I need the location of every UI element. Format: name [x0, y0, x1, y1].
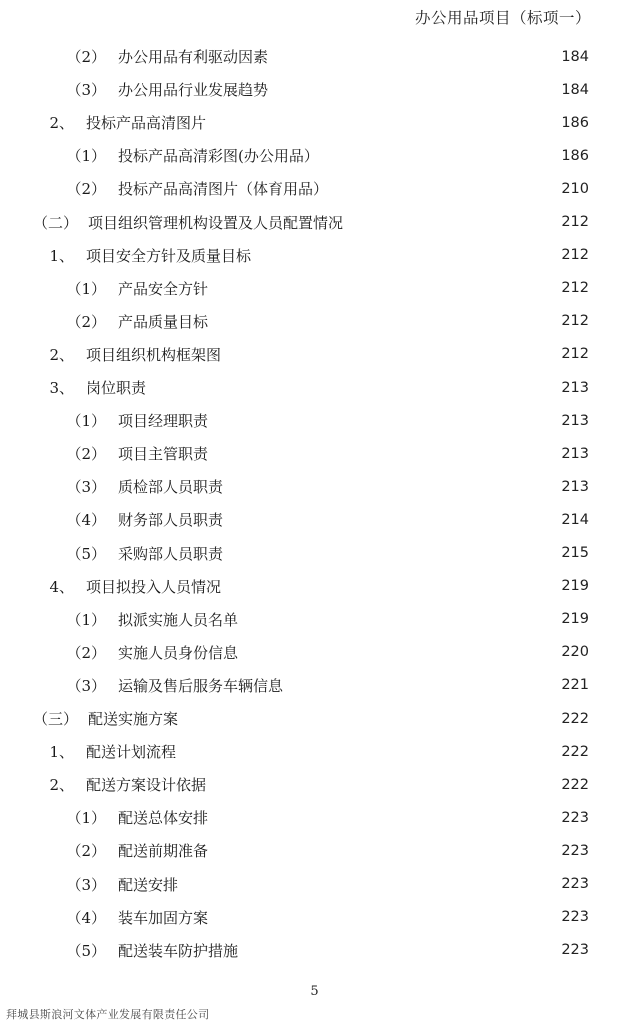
- toc-entry-number: 3、: [49, 379, 74, 397]
- toc-entry-title: 项目拟投入人员情况: [86, 577, 222, 596]
- toc-entry-page: 212: [561, 280, 589, 297]
- toc-entry-number: 2、: [49, 776, 74, 795]
- toc-entry-title: 装车加固方案: [118, 908, 209, 927]
- toc-entry[interactable]: [0, 669, 629, 702]
- toc-entry-number: （5）: [66, 941, 106, 960]
- toc-entry[interactable]: [0, 702, 629, 735]
- toc-entry-title: 配送方案设计依据: [86, 776, 207, 795]
- dot-leader: [210, 845, 552, 857]
- toc-entry-title: 采购部人员职责: [118, 544, 224, 563]
- dot-leader: [330, 183, 552, 195]
- toc-entry-number: 2、: [49, 114, 74, 133]
- toc-entry-title: 投标产品高清彩图(办公用品）: [118, 147, 319, 166]
- toc-entry-title: 财务部人员职责: [118, 511, 224, 530]
- toc-entry-page: 215: [561, 545, 589, 561]
- toc-entry[interactable]: [0, 570, 629, 603]
- toc-entry[interactable]: [0, 40, 629, 73]
- toc-entry-title: 实施人员身份信息: [118, 643, 239, 662]
- toc-entry-page: 212: [561, 247, 589, 264]
- toc-entry-page: 186: [561, 114, 589, 131]
- toc-entry-number: （5）: [66, 544, 106, 563]
- dot-leader: [210, 282, 552, 294]
- toc-entry-title: 投标产品高清图片（体育用品）: [118, 180, 329, 199]
- toc-entry-title: 投标产品高清图片: [86, 114, 207, 133]
- toc-entry-title: 配送前期准备: [118, 842, 209, 861]
- toc-entry-page: 222: [561, 710, 589, 727]
- toc-entry-title: 产品安全方针: [118, 279, 209, 298]
- dot-leader: [223, 348, 552, 360]
- toc-entry-number: （二）: [32, 213, 78, 232]
- toc-entry-title: 配送安排: [118, 875, 179, 894]
- toc-entry[interactable]: [0, 868, 629, 901]
- toc-entry-page: 184: [561, 81, 589, 98]
- toc-entry-number: （2）: [66, 445, 106, 464]
- toc-entry-number: （3）: [66, 875, 106, 894]
- toc-entry[interactable]: [0, 206, 629, 239]
- toc-entry[interactable]: [0, 537, 629, 570]
- dot-leader: [210, 415, 552, 427]
- toc-entry-number: （1）: [66, 147, 106, 166]
- footer-company: 拜城县斯浪河文体产业发展有限责任公司: [6, 1008, 210, 1021]
- toc-entry-title: 项目组织机构框架图: [86, 345, 222, 364]
- dot-leader: [321, 150, 552, 162]
- toc-entry-title: 拟派实施人员名单: [118, 610, 239, 629]
- dot-leader: [178, 746, 552, 758]
- dot-leader: [240, 646, 552, 658]
- toc-entry-page: 213: [561, 478, 589, 495]
- page-header: 办公用品项目（标项一）: [414, 9, 591, 27]
- toc-entry[interactable]: [0, 404, 629, 437]
- toc-entry-title: 岗位职责: [86, 379, 147, 397]
- toc-entry-title: 办公用品有利驱动因素: [118, 48, 269, 66]
- page-number: 5: [310, 984, 319, 999]
- toc-entry-number: （3）: [66, 478, 106, 497]
- dot-leader: [345, 216, 552, 228]
- toc-entry-number: （4）: [66, 908, 106, 927]
- toc-entry-page: 223: [561, 876, 589, 892]
- dot-leader: [225, 481, 552, 493]
- toc-entry-title: 质检部人员职责: [118, 478, 224, 497]
- toc-entry-page: 214: [561, 511, 589, 528]
- toc-entry-page: 223: [561, 809, 589, 826]
- toc-entry[interactable]: [0, 834, 629, 867]
- toc-entry-number: （2）: [66, 312, 106, 331]
- dot-leader: [180, 878, 552, 890]
- dot-leader: [208, 117, 552, 129]
- toc-entry-page: 184: [561, 48, 589, 65]
- toc-entry[interactable]: [0, 901, 629, 934]
- toc-entry-page: 210: [561, 180, 589, 197]
- toc-entry-title: 办公用品行业发展趋势: [118, 81, 269, 100]
- dot-leader: [270, 51, 552, 63]
- toc-entry[interactable]: [0, 437, 629, 470]
- toc-entry[interactable]: [0, 470, 629, 503]
- toc-entry-number: 1、: [49, 246, 74, 265]
- dot-leader: [148, 382, 552, 394]
- toc-entry[interactable]: [0, 272, 629, 305]
- dot-leader: [240, 944, 552, 956]
- toc-entry-page: 219: [561, 611, 589, 628]
- dot-leader: [223, 580, 552, 592]
- toc-entry[interactable]: [0, 636, 629, 669]
- toc-entry-title: 配送装车防护措施: [118, 941, 239, 960]
- dot-leader: [180, 713, 552, 725]
- toc-entry[interactable]: [0, 603, 629, 636]
- toc-entry[interactable]: [0, 801, 629, 834]
- toc-entry-title: 项目主管职责: [118, 445, 209, 464]
- toc-entry-title: 项目安全方针及质量目标: [86, 246, 252, 265]
- toc-entry-title: 项目经理职责: [118, 412, 209, 431]
- toc-entry[interactable]: [0, 934, 629, 967]
- toc-entry[interactable]: [0, 239, 629, 272]
- toc-entry-page: 213: [561, 379, 589, 396]
- toc-entry-page: 213: [561, 445, 589, 462]
- toc-entry-page: 212: [561, 346, 589, 363]
- toc-entry[interactable]: [0, 73, 629, 106]
- toc-entry-number: （2）: [66, 180, 106, 199]
- dot-leader: [210, 315, 552, 327]
- toc-entry-number: （三）: [32, 710, 78, 728]
- toc-entry-number: （2）: [66, 48, 106, 66]
- toc-entry-number: （1）: [66, 412, 106, 431]
- toc-entry-page: 186: [561, 147, 589, 164]
- toc-entry[interactable]: [0, 735, 629, 768]
- toc-entry-page: 223: [561, 842, 589, 859]
- toc-entry-title: 配送总体安排: [118, 809, 209, 828]
- toc-entry-page: 221: [561, 677, 589, 694]
- toc-entry-number: （3）: [66, 676, 106, 695]
- toc-entry[interactable]: [0, 139, 629, 172]
- toc-entry-number: （4）: [66, 511, 106, 530]
- toc-entry-title: 运输及售后服务车辆信息: [118, 676, 284, 695]
- toc-entry[interactable]: [0, 338, 629, 371]
- toc-entry-page: 222: [561, 776, 589, 793]
- dot-leader: [225, 514, 552, 526]
- toc-entry-page: 223: [561, 942, 589, 959]
- toc-entry-number: （1）: [66, 809, 106, 828]
- toc-entry[interactable]: [0, 305, 629, 338]
- toc-entry[interactable]: [0, 172, 629, 205]
- toc-entry[interactable]: [0, 768, 629, 801]
- toc-entry[interactable]: [0, 106, 629, 139]
- dot-leader: [270, 84, 552, 96]
- toc-entry[interactable]: [0, 371, 629, 404]
- toc-entry-page: 212: [561, 214, 589, 230]
- toc-entry-page: 222: [561, 743, 589, 760]
- toc-entry[interactable]: [0, 503, 629, 536]
- toc-entry-number: （2）: [66, 842, 106, 861]
- toc-entry-page: 223: [561, 909, 589, 926]
- toc-entry-title: 产品质量目标: [118, 312, 209, 331]
- dot-leader: [285, 679, 552, 691]
- toc-entry-number: 2、: [49, 345, 74, 364]
- toc-entry-number: （3）: [66, 81, 106, 100]
- toc-entry-title: 项目组织管理机构设置及人员配置情况: [88, 213, 344, 232]
- dot-leader: [240, 613, 552, 625]
- dot-leader: [210, 911, 552, 923]
- dot-leader: [253, 249, 552, 261]
- toc-entry-number: 1、: [49, 743, 74, 762]
- toc-entry-page: 220: [561, 644, 589, 661]
- toc-entry-number: （2）: [66, 643, 106, 662]
- toc-entry-title: 配送实施方案: [88, 710, 179, 728]
- toc-entry-page: 212: [561, 313, 589, 330]
- dot-leader: [225, 547, 552, 559]
- toc-entry-title: 配送计划流程: [86, 743, 177, 762]
- dot-leader: [210, 812, 552, 824]
- dot-leader: [208, 779, 552, 791]
- dot-leader: [210, 448, 552, 460]
- toc-entry-number: 4、: [49, 577, 74, 596]
- toc-entry-page: 219: [561, 578, 589, 595]
- toc-entry-page: 213: [561, 412, 589, 429]
- toc-entry-number: （1）: [66, 279, 106, 298]
- toc-entry-number: （1）: [66, 610, 106, 629]
